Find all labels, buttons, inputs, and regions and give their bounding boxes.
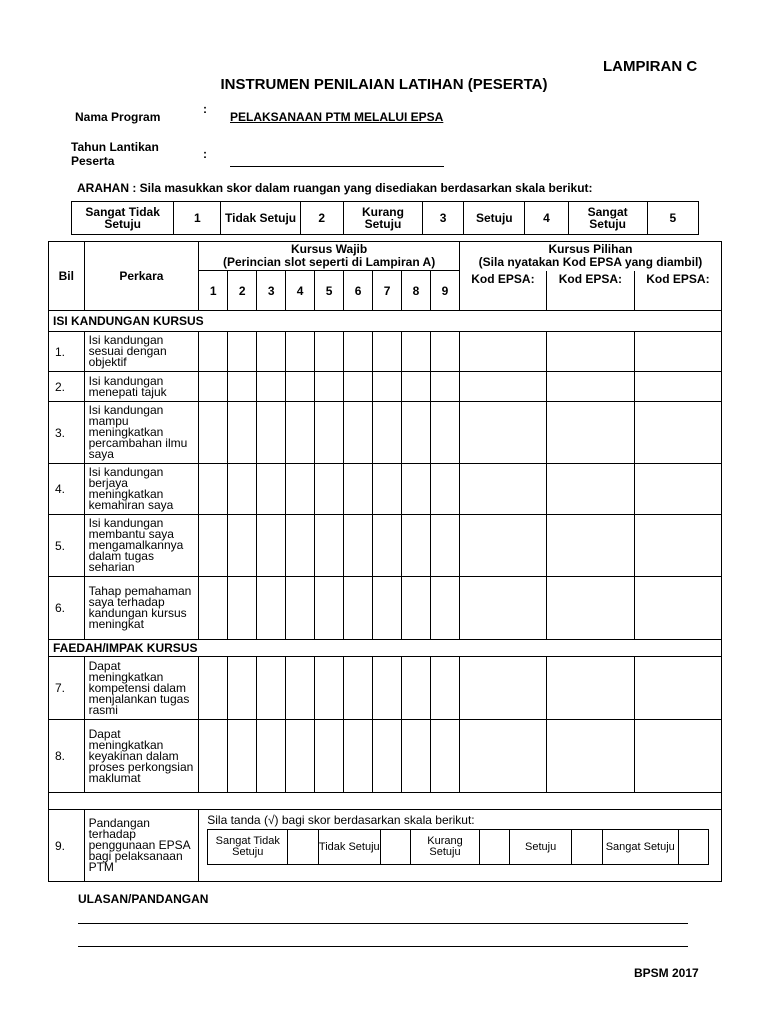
score-cell[interactable] [402,577,431,640]
score-cell[interactable] [344,402,373,464]
arahan-text: ARAHAN : Sila masukkan skor dalam ruangan yang disediakan berdasarkan skala berikut: [77,181,593,195]
score-cell[interactable] [373,464,402,515]
score-cell[interactable] [402,657,431,720]
table-row [49,372,722,402]
item9-tick-box[interactable] [479,830,509,865]
table-row [49,515,722,577]
page-title: INSTRUMEN PENILAIAN LATIHAN (PESERTA) [220,76,548,93]
item-number: 7. [49,657,85,720]
score-cell[interactable] [546,464,634,515]
score-cell[interactable] [459,577,546,640]
section-heading: ISI KANDUNGAN KURSUS [49,311,722,332]
score-cell[interactable] [546,657,634,720]
score-cell[interactable] [199,577,228,640]
item9-instruction: Sila tanda (√) bagi skor berdasarkan skala berikut: [207,813,475,827]
score-cell[interactable] [459,464,546,515]
kursus-pilihan-subtitle: (Sila nyatakan Kod EPSA yang diambil) [478,255,703,270]
score-cell[interactable] [199,464,228,515]
item9-tick-box[interactable] [572,830,602,865]
score-cell[interactable] [344,464,373,515]
score-cell[interactable] [286,577,315,640]
score-cell[interactable] [286,332,315,372]
score-cell[interactable] [228,720,257,793]
score-cell[interactable] [373,402,402,464]
score-cell[interactable] [373,577,402,640]
score-cell[interactable] [373,515,402,577]
score-cell[interactable] [286,657,315,720]
kod-epsa-field[interactable]: Kod EPSA: [546,271,634,311]
score-cell[interactable] [257,402,286,464]
nama-program-value[interactable]: PELAKSANAAN PTM MELALUI EPSA [230,110,444,124]
kursus-wajib-title: Kursus Wajib [290,242,368,256]
score-cell[interactable] [634,720,721,793]
score-cell[interactable] [459,657,546,720]
score-cell[interactable] [430,657,459,720]
colon: : [203,147,207,161]
score-cell[interactable] [257,464,286,515]
table-row [49,577,722,640]
score-cell[interactable] [402,515,431,577]
score-cell[interactable] [459,515,546,577]
score-cell[interactable] [546,372,634,402]
score-cell[interactable] [546,515,634,577]
score-cell[interactable] [459,372,546,402]
item9-tick-box[interactable] [288,830,318,865]
scale-label: Tidak Setuju [221,202,300,235]
slot-header: 5 [315,271,344,311]
table-row [49,332,722,372]
score-cell[interactable] [344,515,373,577]
colon: : [203,102,207,116]
footer-code: BPSM 2017 [634,966,699,980]
slot-header: 8 [402,271,431,311]
slot-header: 2 [228,271,257,311]
score-cell[interactable] [546,720,634,793]
table-row [49,402,722,464]
score-cell[interactable] [315,515,344,577]
slot-header: 3 [257,271,286,311]
item9-scale-label: Sangat Setuju [602,830,678,865]
score-cell[interactable] [634,464,721,515]
score-cell[interactable] [199,402,228,464]
table-row [49,657,722,720]
score-cell[interactable] [430,402,459,464]
score-cell[interactable] [634,402,721,464]
item-number: 2. [49,372,85,402]
item-text: Dapat meningkatkan keyakinan dalam proses perkongsian maklumat [84,720,199,793]
score-cell[interactable] [315,372,344,402]
item-text: Tahap pemahaman saya terhadap kandungan kursus meningkat [84,577,199,640]
score-cell[interactable] [430,515,459,577]
tahun-lantikan-field[interactable] [230,166,444,167]
scale-score: 1 [174,202,221,235]
score-cell[interactable] [228,464,257,515]
scale-label: Setuju [464,202,525,235]
item-text: Isi kandungan menepati tajuk [84,372,199,402]
score-cell[interactable] [199,372,228,402]
nama-program-label: Nama Program [75,110,161,124]
score-cell[interactable] [459,332,546,372]
score-cell[interactable] [228,515,257,577]
kursus-wajib-header [199,242,460,271]
scale-label: Kurang Setuju [343,202,422,235]
score-cell[interactable] [373,720,402,793]
kod-epsa-field[interactable]: Kod EPSA: [634,271,721,311]
score-cell[interactable] [402,402,431,464]
score-cell[interactable] [402,720,431,793]
item9-scale-label: Tidak Setuju [318,830,380,865]
score-cell[interactable] [373,372,402,402]
score-cell[interactable] [286,464,315,515]
score-cell[interactable] [373,657,402,720]
score-cell[interactable] [344,372,373,402]
table-row [49,720,722,793]
score-cell[interactable] [430,372,459,402]
slot-header: 7 [373,271,402,311]
score-cell[interactable] [286,720,315,793]
score-cell[interactable] [546,577,634,640]
item9-tick-box[interactable] [380,830,410,865]
item-number: 5. [49,515,85,577]
score-cell[interactable] [228,402,257,464]
scale-score: 5 [647,202,698,235]
score-cell[interactable] [315,402,344,464]
perkara-header: Perkara [84,242,199,311]
score-cell[interactable] [199,720,228,793]
score-cell[interactable] [257,332,286,372]
score-scale-table [71,201,699,235]
section-heading: FAEDAH/IMPAK KURSUS [49,640,722,657]
score-cell[interactable] [257,657,286,720]
kod-epsa-field[interactable]: Kod EPSA: [459,271,546,311]
item9-scale-label: Sangat Tidak Setuju [208,830,288,865]
score-cell[interactable] [199,515,228,577]
spacer-row [49,793,722,810]
item-number: 3. [49,402,85,464]
slot-header: 4 [286,271,315,311]
item9-scale-table [207,829,709,865]
ulasan-line[interactable] [78,946,688,947]
score-cell[interactable] [257,372,286,402]
scale-score: 2 [300,202,343,235]
score-cell[interactable] [315,332,344,372]
score-cell[interactable] [430,720,459,793]
score-cell[interactable] [430,332,459,372]
score-cell[interactable] [430,577,459,640]
score-cell[interactable] [315,657,344,720]
tahun-lantikan-label [71,140,159,168]
score-cell[interactable] [228,577,257,640]
lampiran-label: LAMPIRAN C [603,58,698,75]
ulasan-line[interactable] [78,923,688,924]
item9-scale-cell [199,810,722,882]
scale-label: Sangat Setuju [568,202,647,235]
score-cell[interactable] [430,464,459,515]
score-cell[interactable] [199,657,228,720]
score-cell[interactable] [257,577,286,640]
score-cell[interactable] [402,372,431,402]
score-cell[interactable] [228,372,257,402]
item-number: 1. [49,332,85,372]
score-cell[interactable] [315,464,344,515]
score-cell[interactable] [315,720,344,793]
score-cell[interactable] [344,577,373,640]
kursus-wajib-subtitle: (Perincian slot seperti di Lampiran A) [222,255,436,269]
score-cell[interactable] [286,372,315,402]
score-cell[interactable] [257,720,286,793]
score-cell[interactable] [546,332,634,372]
tahun-label-line2: Peserta [71,154,115,168]
scale-score: 3 [423,202,464,235]
item9-tick-box[interactable] [678,830,708,865]
item9-scale-label: Kurang Setuju [411,830,479,865]
score-cell[interactable] [257,515,286,577]
slot-header: 1 [199,271,228,311]
score-cell[interactable] [315,577,344,640]
item-text: Pandangan terhadap penggunaan EPSA bagi pelaksanaan PTM [84,810,199,882]
score-cell[interactable] [344,657,373,720]
scale-score: 4 [525,202,568,235]
slot-header: 9 [430,271,459,311]
score-cell[interactable] [634,332,721,372]
score-cell[interactable] [459,402,546,464]
item-number: 9. [49,810,85,882]
scale-label: Sangat Tidak Setuju [72,202,174,235]
kursus-pilihan-title: Kursus Pilihan [548,242,633,257]
item-text: Isi kandungan berjaya meningkatkan kemahiran saya [84,464,199,515]
score-cell[interactable] [286,402,315,464]
score-cell[interactable] [228,332,257,372]
score-cell[interactable] [344,720,373,793]
score-cell[interactable] [634,372,721,402]
item9-scale-label: Setuju [509,830,571,865]
score-cell[interactable] [402,464,431,515]
bil-header: Bil [49,242,85,311]
item-text: Isi kandungan mampu meningkatkan percambahan ilmu saya [84,402,199,464]
item-text: Isi kandungan membantu saya mengamalkannya dalam tugas seharian [84,515,199,577]
evaluation-table [48,241,722,882]
item-text: Isi kandungan sesuai dengan objektif [84,332,199,372]
score-cell[interactable] [199,332,228,372]
score-cell[interactable] [634,577,721,640]
score-cell[interactable] [634,515,721,577]
score-cell[interactable] [286,515,315,577]
item-number: 6. [49,577,85,640]
kursus-pilihan-header [459,242,721,271]
item-text: Dapat meningkatkan kompetensi dalam menjalankan tugas rasmi [84,657,199,720]
score-cell[interactable] [546,402,634,464]
ulasan-label: ULASAN/PANDANGAN [78,892,209,906]
score-cell[interactable] [459,720,546,793]
item-number: 4. [49,464,85,515]
slot-header: 6 [344,271,373,311]
tahun-label-line1: Tahun Lantikan [71,140,159,154]
score-cell[interactable] [344,332,373,372]
score-cell[interactable] [634,657,721,720]
score-cell[interactable] [373,332,402,372]
item-number: 8. [49,720,85,793]
score-cell[interactable] [228,657,257,720]
score-cell[interactable] [402,332,431,372]
table-row [49,464,722,515]
